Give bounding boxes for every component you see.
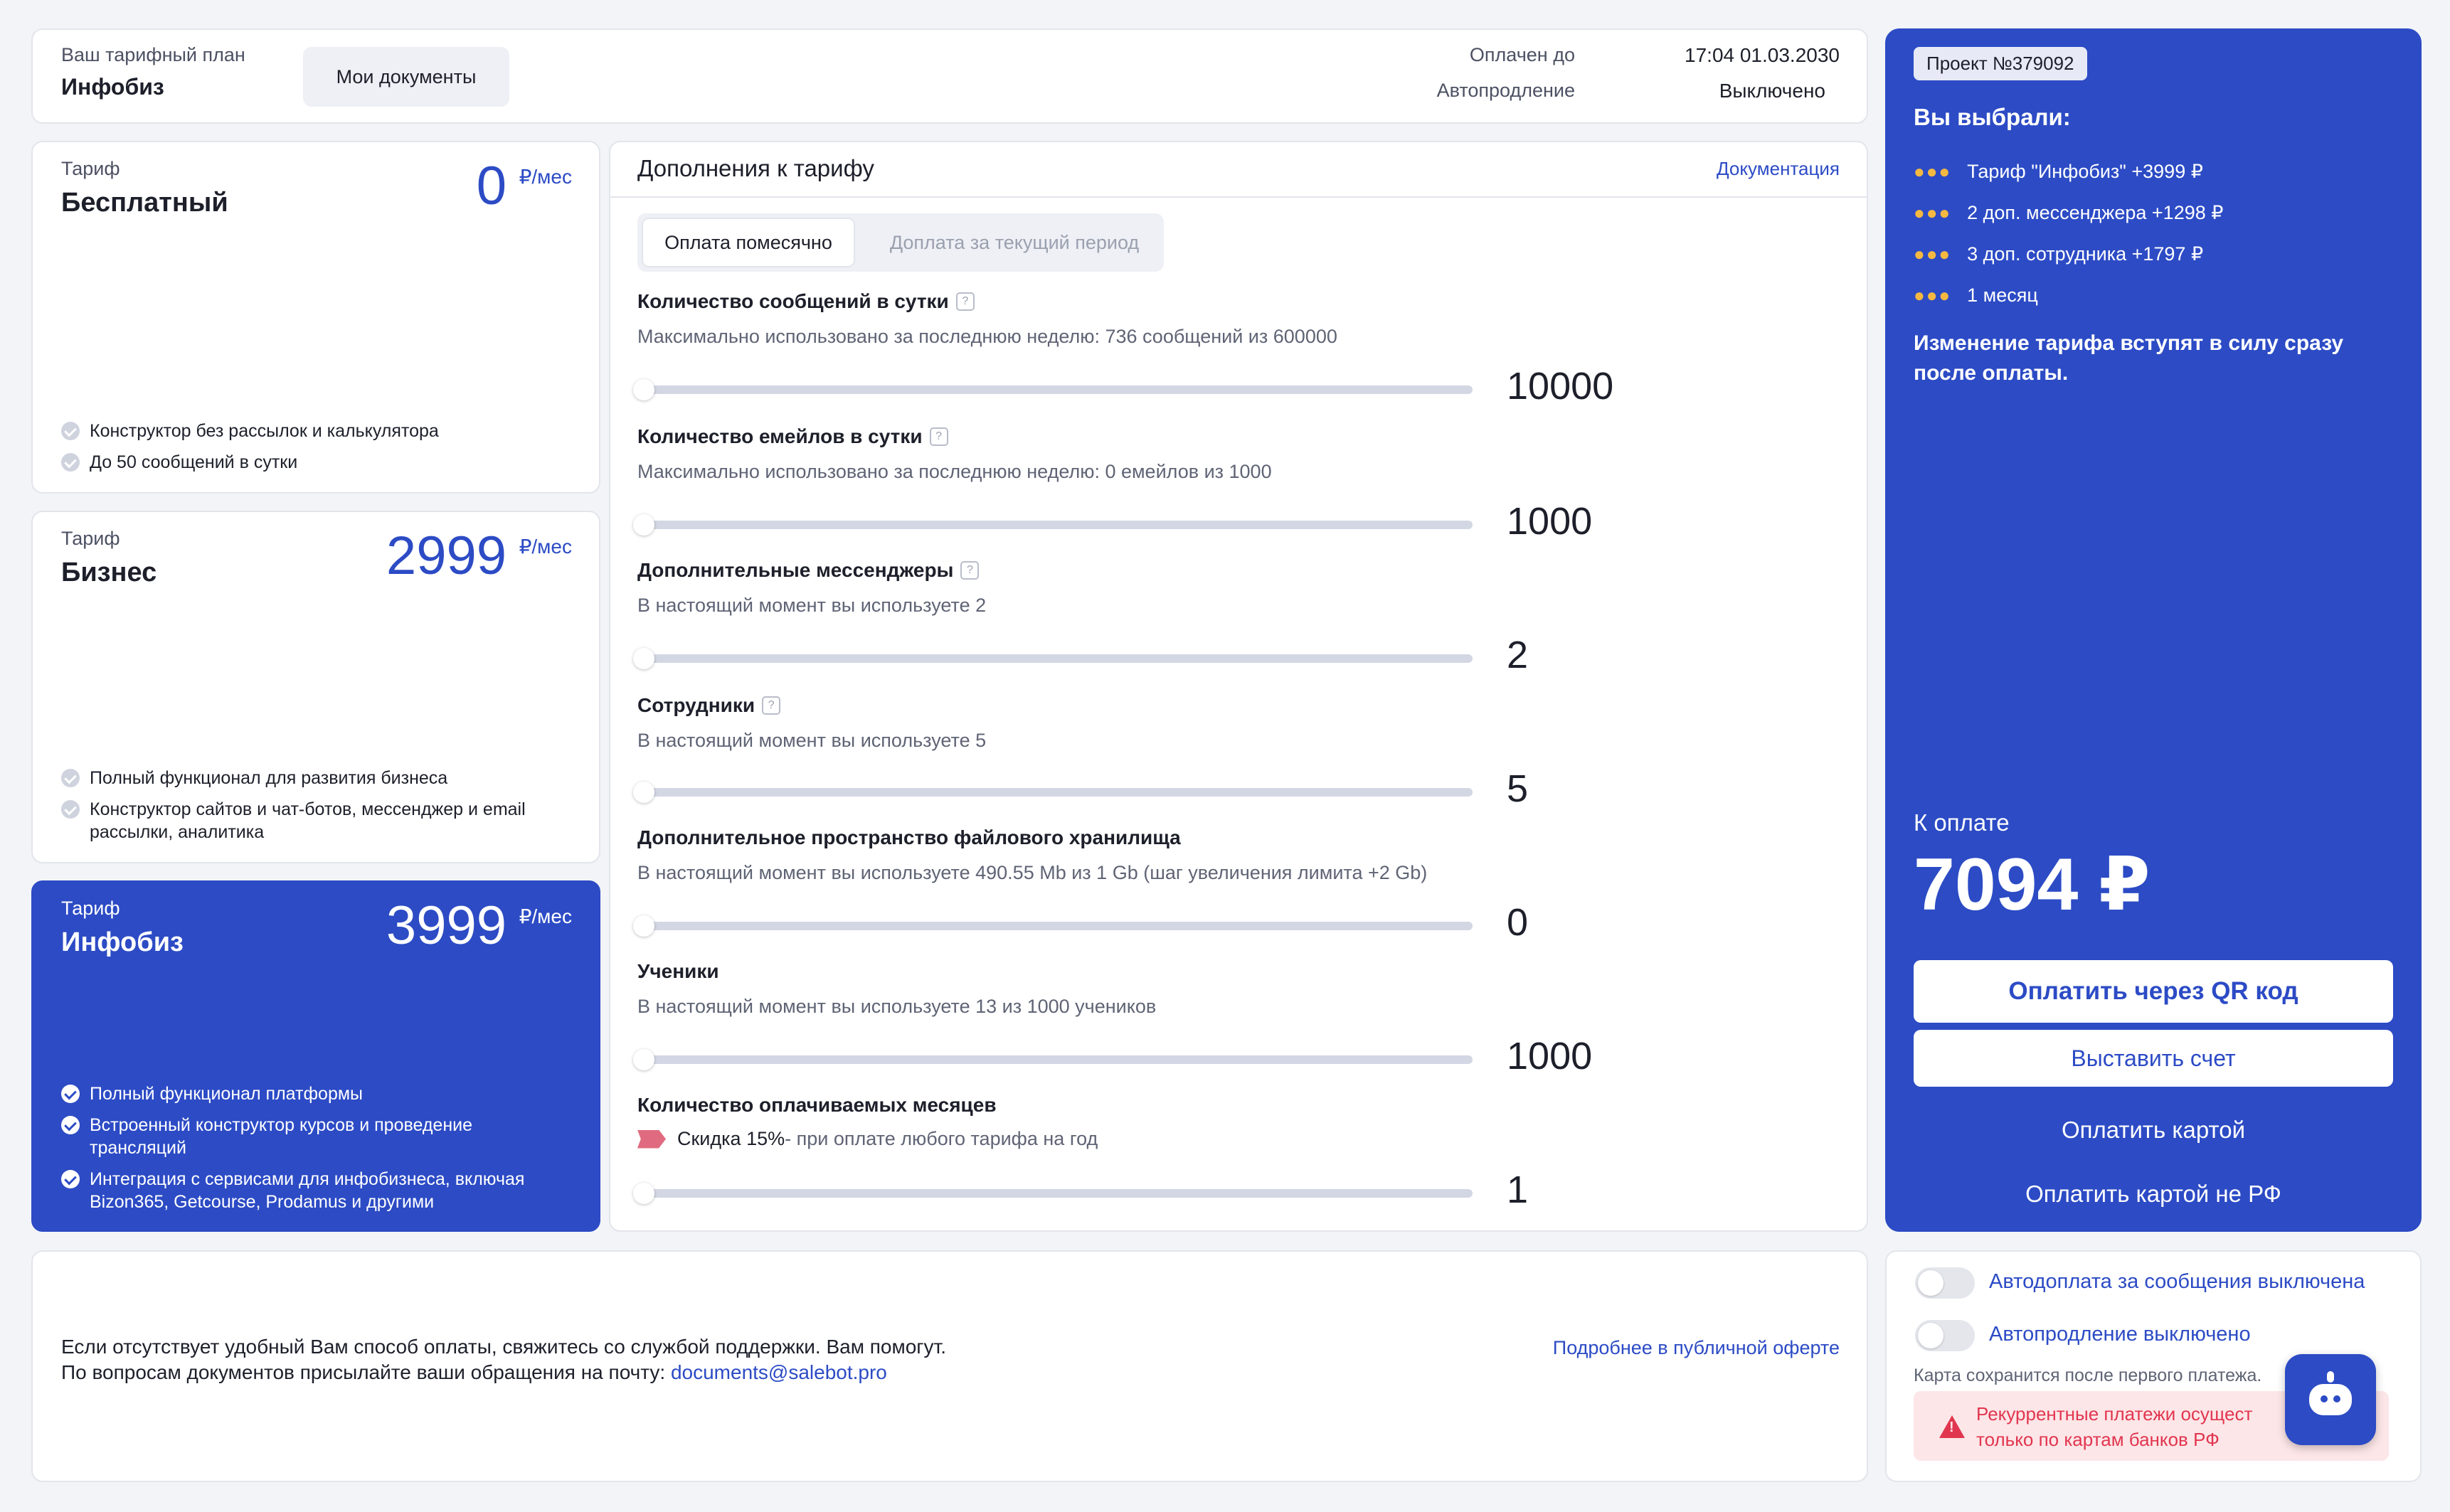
check-icon — [61, 453, 80, 472]
autopay-messages-toggle[interactable] — [1915, 1267, 1975, 1299]
slider-handle[interactable] — [633, 782, 654, 803]
slider-track[interactable] — [640, 1055, 1473, 1064]
card-save-note: Карта сохранится после первого платежа. — [1914, 1365, 2262, 1385]
option-value: 1000 — [1507, 1035, 1593, 1077]
dots-icon: ●●● — [1914, 161, 1952, 182]
option-title: Количество емейлов в сутки ? — [637, 425, 948, 448]
selected-item: ●●● 1 месяц — [1914, 284, 2038, 306]
slider-track[interactable] — [640, 788, 1473, 797]
pay-foreign-card-button[interactable]: Оплатить картой не РФ — [1914, 1169, 2393, 1219]
autorenew-label: Автопродление выключено — [1989, 1323, 2251, 1346]
autopay-messages-label: Автодоплата за сообщения выключена — [1989, 1270, 2365, 1293]
selected-item: ●●● 3 доп. сотрудника +1797 ₽ — [1914, 243, 2204, 265]
tariff-card-infobiz[interactable] — [31, 880, 600, 1232]
tariff-label: Тариф — [61, 528, 120, 549]
option-title: Сотрудники ? — [637, 694, 780, 717]
option-value: 10000 — [1507, 365, 1614, 408]
feature-item: Конструктор сайтов и чат-ботов, мессенджер и email рассылки, аналитика — [61, 798, 573, 843]
public-offer-link[interactable]: Подробнее в публичной оферте — [1552, 1337, 1840, 1358]
help-icon[interactable]: ? — [960, 561, 979, 580]
option-value: 2 — [1507, 634, 1529, 676]
support-text: Если отсутствует удобный Вам способ оплаты, свяжитесь со службой поддержки. Вам помогут. — [61, 1336, 946, 1358]
option-title: Ученики — [637, 960, 719, 982]
feature-item: Конструктор без рассылок и калькулятора — [61, 420, 573, 442]
option-value: 1000 — [1507, 500, 1593, 543]
slider-track[interactable] — [640, 1189, 1473, 1198]
project-badge: Проект №379092 — [1914, 47, 2087, 80]
option-description: В настоящий момент вы используете 13 из 1000 учеников — [637, 996, 1157, 1017]
dots-icon: ●●● — [1914, 284, 1952, 306]
tag-icon — [637, 1130, 666, 1149]
tariff-price-unit: ₽/мес — [519, 536, 572, 558]
autorenew-value: Выключено — [1719, 80, 1825, 102]
help-icon[interactable]: ? — [762, 696, 780, 715]
check-icon — [61, 800, 80, 819]
pay-card-button[interactable]: Оплатить картой — [1914, 1105, 2393, 1155]
addons-title: Дополнения к тарифу — [637, 155, 874, 181]
robot-icon — [2309, 1384, 2352, 1415]
tab-monthly[interactable]: Оплата помесячно — [642, 218, 855, 267]
robot-antenna — [2327, 1371, 2334, 1383]
slider-handle[interactable] — [633, 1183, 654, 1204]
tariff-price-unit: ₽/мес — [519, 905, 572, 927]
feature-item: До 50 сообщений в сутки — [61, 451, 573, 474]
check-icon — [61, 1170, 80, 1188]
slider-track[interactable] — [640, 654, 1473, 663]
tariff-label: Тариф — [61, 898, 120, 919]
slider-track[interactable] — [640, 521, 1473, 529]
warning-text: Рекуррентные платежи осущест только по картам банков РФ — [1976, 1403, 2253, 1450]
current-plan-header — [31, 28, 1868, 124]
dots-icon: ●●● — [1914, 202, 1952, 223]
selected-item: ●●● 2 доп. мессенджера +1298 ₽ — [1914, 202, 2224, 223]
autorenew-label: Автопродление — [1436, 80, 1575, 101]
paid-until-label: Оплачен до — [1469, 44, 1575, 65]
slider-handle[interactable] — [633, 1049, 654, 1070]
addons-panel — [609, 141, 1868, 1232]
tariff-price-unit: ₽/мес — [519, 166, 572, 188]
check-icon — [61, 1116, 80, 1134]
option-description: В настоящий момент вы используете 5 — [637, 730, 987, 751]
selected-item: ●●● Тариф "Инфобиз" +3999 ₽ — [1914, 161, 2203, 182]
email-link[interactable]: documents@salebot.pro — [670, 1361, 887, 1383]
help-icon[interactable]: ? — [956, 292, 975, 311]
tariff-price: 0 — [476, 156, 507, 216]
option-value: 5 — [1507, 767, 1529, 810]
feature-item: Встроенный конструктор курсов и проведение трансляций — [61, 1114, 573, 1159]
total-amount: 7094 ₽ — [1914, 843, 2151, 926]
plan-label: Ваш тарифный план — [61, 44, 245, 65]
order-summary-panel — [1885, 28, 2422, 1232]
discount-badge: Скидка 15% - при оплате любого тарифа на год — [637, 1128, 1098, 1150]
option-description: В настоящий момент вы используете 490.55 Mb из 1 Gb (шаг увеличения лимита +2 Gb) — [637, 862, 1428, 883]
slider-handle[interactable] — [633, 648, 654, 669]
option-title: Количество оплачиваемых месяцев — [637, 1094, 997, 1116]
tariff-label: Тариф — [61, 158, 120, 179]
slider-track[interactable] — [640, 385, 1473, 394]
documentation-link[interactable]: Документация — [1717, 158, 1840, 179]
change-note: Изменение тарифа вступят в силу сразу после оплаты. — [1914, 331, 2344, 385]
option-description: В настоящий момент вы используете 2 — [637, 595, 987, 616]
feature-item: Интеграция с сервисами для инфобизнеса, включая Bizon365, Getcourse, Prodamus и другими — [61, 1168, 573, 1213]
tariff-card-free[interactable] — [31, 141, 600, 494]
tariff-name: Бизнес — [61, 558, 157, 587]
warning-icon — [1939, 1415, 1965, 1438]
tariff-price: 2999 — [386, 526, 507, 586]
my-documents-button[interactable]: Мои документы — [303, 47, 509, 107]
chatbot-button[interactable] — [2285, 1354, 2376, 1445]
check-icon — [61, 1085, 80, 1103]
support-info — [31, 1250, 1868, 1482]
slider-handle[interactable] — [633, 915, 654, 937]
option-title: Количество сообщений в сутки ? — [637, 290, 975, 313]
paid-until-value: 17:04 01.03.2030 — [1685, 44, 1840, 66]
autorenew-toggle[interactable] — [1915, 1320, 1975, 1351]
issue-invoice-button[interactable]: Выставить счет — [1914, 1030, 2393, 1087]
payment-period-toggle — [637, 213, 1164, 272]
option-description: Максимально использовано за последнюю неделю: 736 сообщений из 600000 — [637, 326, 1337, 347]
tariff-card-business[interactable] — [31, 511, 600, 863]
addons-header — [610, 142, 1867, 198]
check-icon — [61, 422, 80, 440]
option-description: Максимально использовано за последнюю неделю: 0 емейлов из 1000 — [637, 461, 1272, 482]
tariff-name: Бесплатный — [61, 188, 228, 218]
pay-qr-button[interactable]: Оплатить через QR код — [1914, 960, 2393, 1023]
plan-name: Инфобиз — [61, 74, 164, 100]
tab-current-period[interactable]: Доплата за текущий период — [889, 231, 1140, 253]
total-label: К оплате — [1914, 809, 2010, 836]
chosen-heading: Вы выбрали: — [1914, 104, 2071, 130]
tariff-price: 3999 — [386, 895, 507, 956]
option-title: Дополнительное пространство файлового хранилища — [637, 826, 1181, 848]
feature-item: Полный функционал для развития бизнеса — [61, 767, 573, 789]
tariff-name: Инфобиз — [61, 927, 184, 957]
option-title: Дополнительные мессенджеры ? — [637, 559, 979, 582]
check-icon — [61, 769, 80, 787]
documents-text: По вопросам документов присылайте ваши обращения на почту: documents@salebot.pro — [61, 1361, 887, 1383]
dots-icon: ●●● — [1914, 243, 1952, 265]
slider-handle[interactable] — [633, 514, 654, 536]
feature-item: Полный функционал платформы — [61, 1082, 573, 1105]
slider-handle[interactable] — [633, 379, 654, 400]
option-value: 1 — [1507, 1168, 1529, 1211]
help-icon[interactable]: ? — [930, 427, 948, 446]
slider-track[interactable] — [640, 922, 1473, 930]
option-value: 0 — [1507, 901, 1529, 944]
